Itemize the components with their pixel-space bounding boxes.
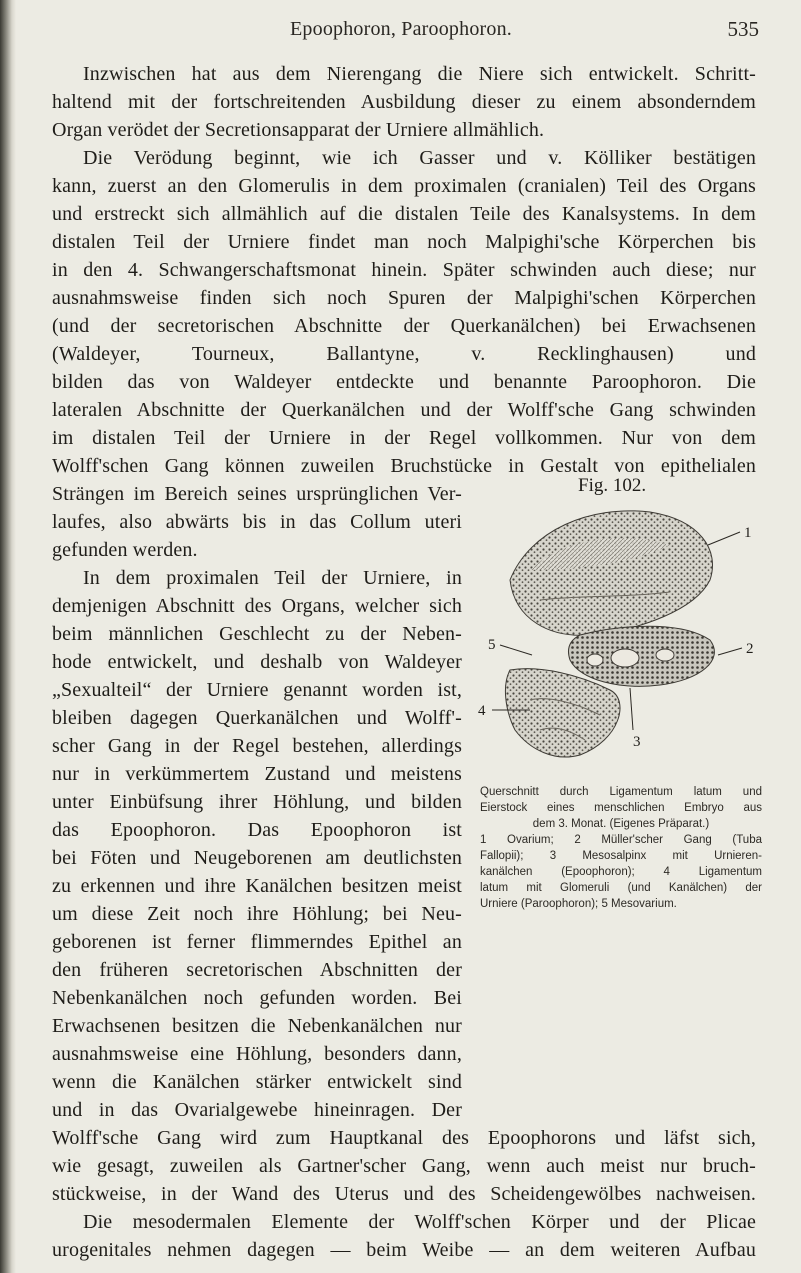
text-line: bei Föten und Neugeborenen am deutlichsten (52, 847, 462, 869)
text-line: demjenigen Abschnitt des Organs, welcher sich (52, 595, 462, 617)
tube-and-epoophoron (568, 626, 714, 686)
text-line: geborenen ist ferner flimmerndes Epithel an (52, 931, 462, 953)
text-line: distalen Teil der Urniere findet man noch Malpighi'sche Körperchen bis (52, 231, 756, 253)
text-line: laufes, also abwärts bis in das Collum uteri (52, 511, 462, 533)
text-line: und erstreckt sich allmählich auf die distalen Teile des Kanalsystems. In dem (52, 203, 756, 225)
text-line: stückweise, in der Wand des Uterus und des Scheidengewölbes nachweisen. (52, 1183, 756, 1205)
text-line: haltend mit der fortschreitenden Ausbildung dieser zu einem absonderndem (52, 91, 756, 113)
text-line: wie gesagt, zuweilen als Gartner'scher Gang, wenn auch meist nur bruch- (52, 1155, 756, 1177)
caption-line: Querschnitt durch Ligamentum latum und (480, 786, 762, 798)
caption-line: dem 3. Monat. (Eigenes Präparat.) (532, 818, 710, 830)
caption-line: Urniere (Paroophoron); 5 Mesovarium. (480, 898, 677, 910)
text-line: urogenitales nehmen dagegen — beim Weibe — an dem weiteren Aufbau (52, 1239, 756, 1261)
text-line: im distalen Teil der Urniere in der Regel vollkommen. Nur von dem (52, 427, 756, 449)
text-line: lateralen Abschnitte der Querkanälchen und der Wolff'sche Gang schwinden (52, 399, 756, 421)
ovarium-region (510, 511, 713, 635)
figure-illustration (470, 500, 760, 768)
text-line: nur in verkümmertem Zustand und meistens (52, 763, 462, 785)
page-number: 535 (727, 17, 759, 41)
text-line: um diese Zeit noch ihre Höhlung; bei Neu- (52, 903, 462, 925)
text-line: (Waldeyer, Tourneux, Ballantyne, v. Recklinghausen) und (52, 343, 756, 365)
figure-label: Fig. 102. (578, 475, 647, 496)
figure-number-label: 2 (746, 641, 754, 657)
figure-caption (480, 784, 762, 912)
text-line: unter Einbüfsung ihrer Höhlung, und bilden (52, 791, 462, 813)
text-line: Die Verödung beginnt, wie ich Gasser und v. Kölliker bestätigen (83, 147, 756, 169)
text-line: (und der secretorischen Abschnitte der Querkanälchen) bei Erwachsenen (52, 315, 756, 337)
text-line: Die mesodermalen Elemente der Wolff'schen Körper und der Plicae (83, 1211, 756, 1233)
caption-line: kanälchen (Epoophoron); 4 Ligamentum (480, 866, 762, 878)
text-line: ausnahmsweise eine Höhlung, besonders dann, (52, 1043, 462, 1065)
text-line: Strängen im Bereich seines ursprünglichen Ver- (52, 483, 462, 505)
figure-number-label: 3 (633, 734, 641, 750)
text-line: in den 4. Schwangerschaftsmonat hinein. Später schwinden auch diese; nur (52, 259, 756, 281)
caption-line: latum mit Glomeruli (und Kanälchen) der (480, 882, 762, 894)
text-line: das Epoophoron. Das Epoophoron ist (52, 819, 462, 841)
caption-line: Eierstock eines menschlichen Embryo aus (480, 802, 762, 814)
text-line: zu erkennen und ihre Kanälchen besitzen meist (52, 875, 462, 897)
text-line: bleiben dagegen Querkanälchen und Wolff'- (52, 707, 462, 729)
running-title: Epoophoron, Paroophoron. (290, 18, 512, 40)
text-line: Erwachsenen besitzen die Nebenkanälchen nur (52, 1015, 462, 1037)
text-line: kann, zuerst an den Glomerulis in dem proximalen (cranialen) Teil des Organs (52, 175, 756, 197)
text-line: Nebenkanälchen noch gefunden worden. Bei (52, 987, 462, 1009)
figure-number-label: 4 (478, 703, 486, 719)
text-line: „Sexualteil“ der Urniere genannt worden ist, (52, 679, 462, 701)
text-line: Organ verödet der Secretionsapparat der Urniere allmählich. (52, 119, 545, 141)
caption-line: Fallopii); 3 Mesosalpinx mit Urnieren- (480, 850, 762, 862)
text-line: den früheren secretorischen Abschnitten der (52, 959, 462, 981)
text-line: Inzwischen hat aus dem Nierengang die Niere sich entwickelt. Schritt- (83, 63, 756, 85)
page-header (0, 12, 801, 52)
text-line: bilden das von Waldeyer entdeckte und benannte Paroophoron. Die (52, 371, 756, 393)
text-line: hode entwickelt, und deshalb von Waldeyer (52, 651, 462, 673)
text-line: Wolff'sche Gang wird zum Hauptkanal des Epoophorons und läfst sich, (52, 1127, 756, 1149)
figure-number-label: 1 (744, 525, 752, 541)
text-line: ausnahmsweise finden sich noch Spuren der Malpighi'schen Körperchen (52, 287, 756, 309)
text-line: wenn die Kanälchen stärker entwickelt sind (52, 1071, 462, 1093)
text-line: beim männlichen Geschlecht zu der Neben- (52, 623, 462, 645)
figure-number-label: 5 (488, 637, 496, 653)
text-line: und in das Ovarialgewebe hineinragen. Der (52, 1099, 462, 1121)
text-line: Wolff'schen Gang können zuweilen Bruchstücke in Gestalt von epithelialen (52, 455, 756, 477)
caption-line: 1 Ovarium; 2 Müller'scher Gang (Tuba (480, 834, 762, 846)
text-line: In dem proximalen Teil der Urniere, in (83, 567, 462, 589)
text-line: gefunden werden. (52, 539, 198, 561)
text-line: scher Gang in der Regel bestehen, allerdings (52, 735, 462, 757)
